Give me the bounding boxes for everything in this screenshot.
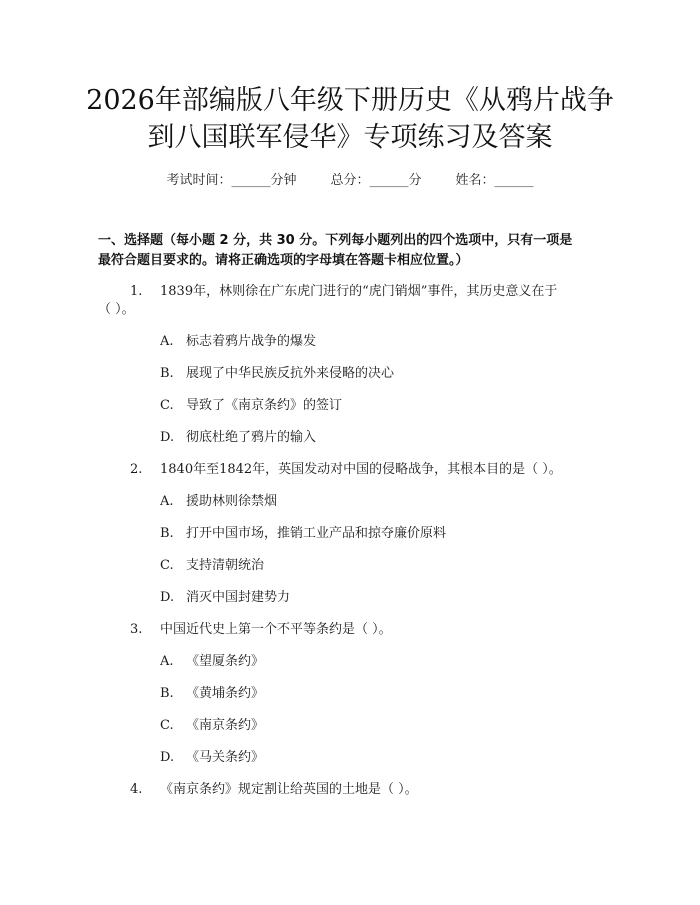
option-letter: B. [160, 366, 174, 381]
question-stem: 《南京条约》规定割让给英国的土地是（ ）。 [160, 782, 418, 797]
exam-name-label: 姓名：______ [455, 173, 534, 188]
question-stem: 中国近代史上第一个不平等条约是（ ）。 [160, 622, 392, 637]
option-item [160, 493, 277, 511]
option-letter: A. [160, 334, 174, 349]
question-stem-continuation: （ ）。 [98, 302, 135, 317]
section-heading-line-2: 最符合题目要求的。请将正确选项的字母填在答题卡相应位置。） [98, 253, 469, 268]
option-item [160, 685, 264, 703]
option-item [160, 653, 264, 671]
option-text: 打开中国市场，推销工业产品和掠夺廉价原料 [186, 526, 447, 541]
question-number: 2. [130, 462, 143, 477]
option-item [160, 333, 316, 351]
option-letter: C. [160, 398, 174, 413]
option-item [160, 397, 342, 415]
option-item [160, 525, 446, 543]
document-title-line-2: 到八国联军侵华》专项练习及答案 [147, 122, 553, 153]
option-item [160, 365, 394, 383]
option-text: 消灭中国封建势力 [186, 590, 291, 605]
option-text: 展现了中华民族反抗外来侵略的决心 [186, 366, 395, 381]
exam-meta [0, 169, 700, 188]
exam-score-label: 总分：______分 [330, 173, 422, 188]
option-item [160, 749, 264, 767]
option-text: 《马关条约》 [186, 750, 265, 765]
option-text: 彻底杜绝了鸦片的输入 [186, 430, 317, 445]
option-item [160, 717, 264, 735]
option-letter: A. [160, 494, 174, 509]
option-letter: C. [160, 718, 174, 733]
option-letter: B. [160, 686, 174, 701]
option-letter: D. [160, 750, 175, 765]
question-number: 1. [130, 284, 143, 299]
option-text: 《望厦条约》 [186, 654, 265, 669]
option-text: 支持清朝统治 [186, 558, 265, 573]
question-stem: 1840年至1842年，英国发动对中国的侵略战争，其根本目的是（ ）。 [160, 462, 562, 477]
question-stem: 1839年，林则徐在广东虎门进行的“虎门销烟”事件，其历史意义在于 [160, 284, 558, 299]
option-text: 导致了《南京条约》的签订 [186, 398, 343, 413]
option-letter: A. [160, 654, 174, 669]
option-item [160, 557, 264, 575]
option-letter: B. [160, 526, 174, 541]
option-letter: C. [160, 558, 174, 573]
question-number: 3. [130, 622, 143, 637]
option-text: 《南京条约》 [186, 718, 265, 733]
option-letter: D. [160, 590, 175, 605]
option-text: 标志着鸦片战争的爆发 [186, 334, 317, 349]
option-item [160, 589, 290, 607]
question-number: 4. [130, 782, 143, 797]
option-letter: D. [160, 430, 175, 445]
document-title-line-1: 2026年部编版八年级下册历史《从鸦片战争 [86, 85, 614, 116]
exam-time-label: 考试时间：______分钟 [166, 173, 297, 188]
option-text: 援助林则徐禁烟 [186, 494, 278, 509]
section-heading-line-1: 一、选择题（每小题 2 分，共 30 分。下列每小题列出的四个选项中，只有一项是 [98, 233, 573, 248]
option-text: 《黄埔条约》 [186, 686, 265, 701]
option-item [160, 429, 316, 447]
